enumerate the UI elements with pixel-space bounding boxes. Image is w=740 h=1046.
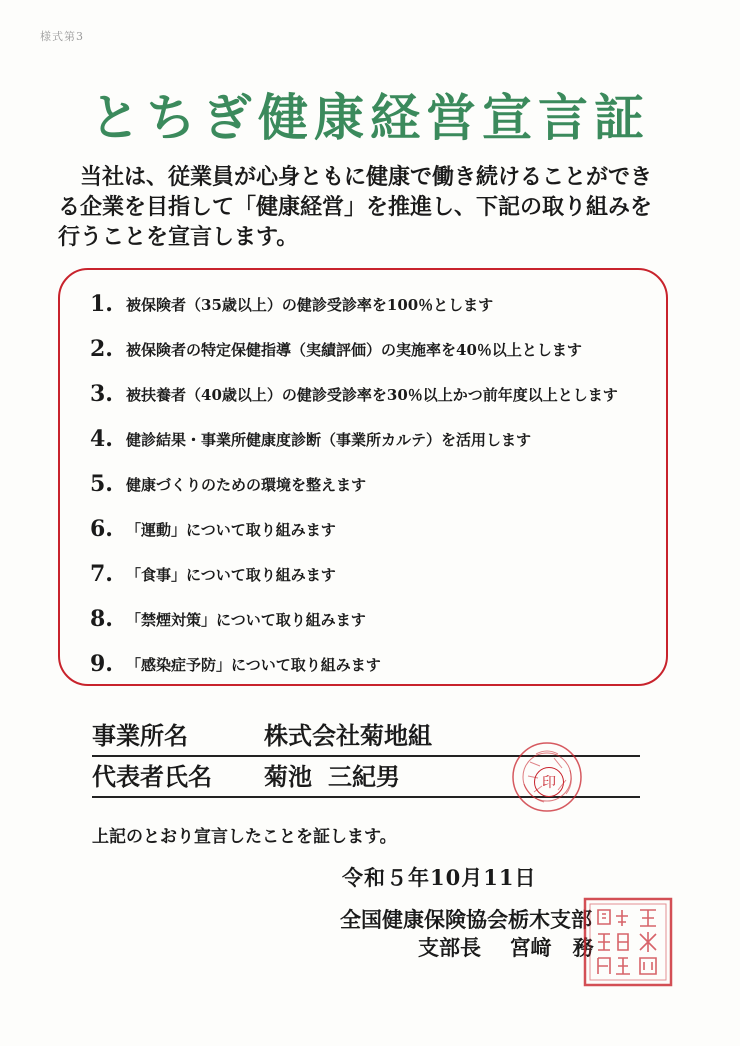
item-number: 2.	[90, 336, 113, 362]
item-text: 被扶養者（40歳以上）の健診受診率を30％以上かつ前年度以上とします	[126, 385, 618, 404]
office-label: 事業所名	[92, 721, 188, 750]
certification-statement: 上記のとおり宣言したことを証します。	[92, 827, 397, 847]
item-number: 8.	[90, 606, 113, 632]
item-text: 「食事」について取り組みます	[126, 565, 336, 584]
form-number: 様式第3	[40, 30, 84, 43]
issuer-title: 支部長	[418, 935, 481, 960]
item-text: 「運動」について取り組みます	[126, 520, 336, 539]
item-number: 7.	[90, 561, 113, 587]
item-text: 被保険者（35歳以上）の健診受診率を100％とします	[126, 295, 494, 314]
personal-seal-mark: 印	[534, 767, 564, 797]
representative-surname: 菊池	[264, 762, 312, 791]
commitment-item	[90, 372, 618, 416]
commitment-item	[90, 417, 531, 461]
issuing-organization: 全国健康保険協会栃木支部	[340, 907, 592, 932]
official-seal-icon	[582, 896, 674, 988]
representative-given-name: 三紀男	[328, 762, 400, 791]
commitment-item	[90, 642, 381, 686]
commitment-item	[90, 552, 336, 596]
item-number: 4.	[90, 426, 113, 452]
item-text: 健診結果・事業所健康度診断（事業所カルテ）を活用します	[126, 430, 532, 449]
issuer-name: 宮﨑 務	[509, 935, 594, 960]
representative-label: 代表者氏名	[92, 762, 212, 791]
item-number: 9.	[90, 651, 113, 677]
commitment-item	[90, 282, 493, 326]
commitment-item	[90, 507, 336, 551]
declaration-line-2: る企業を目指して「健康経営」を推進し、下記の取り組みを	[58, 194, 653, 220]
item-number: 5.	[90, 471, 113, 497]
item-number: 6.	[90, 516, 113, 542]
item-text: 「禁煙対策」について取り組みます	[126, 610, 366, 629]
commitment-item	[90, 462, 366, 506]
item-text: 「感染症予防」について取り組みます	[126, 655, 381, 674]
item-number: 1.	[90, 291, 113, 317]
issue-date: 令和５年10月11日	[342, 865, 537, 890]
item-text: 被保険者の特定保健指導（実績評価）の実施率を40％以上とします	[126, 340, 582, 359]
issuer-signatory	[418, 932, 594, 962]
declaration-line-1: 当社は、従業員が心身ともに健康で働き続けることができ	[80, 164, 653, 190]
item-text: 健康づくりのための環境を整えます	[126, 475, 367, 494]
declaration-text	[58, 162, 688, 252]
certificate-title: とちぎ健康経営宣言証	[90, 88, 650, 147]
declaration-line-3: 行うことを宣言します。	[58, 224, 299, 250]
commitment-item	[90, 597, 366, 641]
commitment-item	[90, 327, 582, 371]
commitments-box	[58, 268, 668, 686]
office-name: 株式会社菊地組	[264, 721, 432, 750]
item-number: 3.	[90, 381, 113, 407]
